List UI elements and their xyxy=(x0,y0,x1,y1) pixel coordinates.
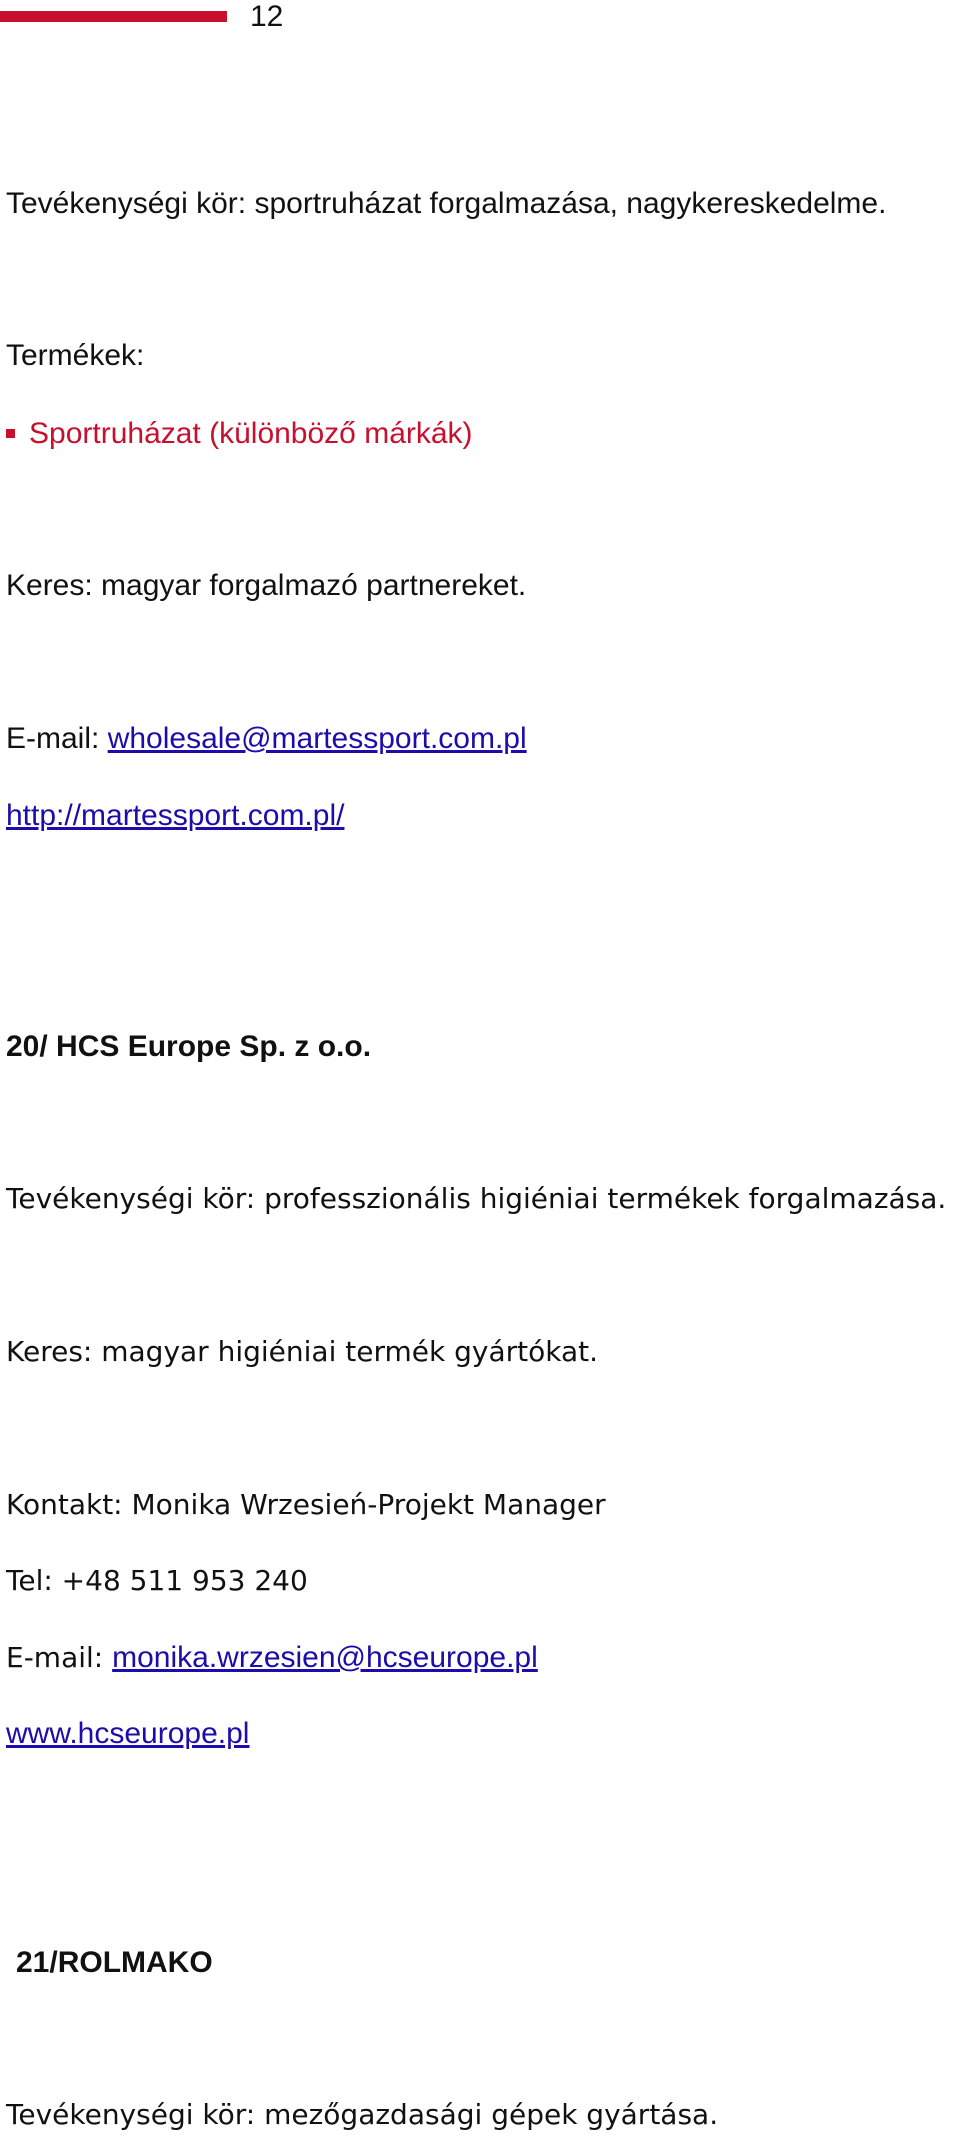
company20-email-link[interactable]: monika.wrzesien@hcseurope.pl xyxy=(112,1641,538,1674)
company20-website-line xyxy=(6,1716,249,1752)
bullet-icon xyxy=(6,429,15,438)
company20-website-link[interactable]: www.hcseurope.pl xyxy=(6,1717,250,1750)
company19-email-line xyxy=(6,721,527,757)
company19-seeking: Keres: magyar forgalmazó partnereket. xyxy=(6,569,527,602)
company19-website-link[interactable]: http://martessport.com.pl/ xyxy=(6,799,345,832)
email-label: E-mail: xyxy=(6,722,108,755)
company19-website-line xyxy=(6,798,344,834)
company19-activity: Tevékenységi kör: sportruházat forgalmazása, nagykereskedelme. xyxy=(6,187,887,220)
company20-email-line xyxy=(6,1640,538,1676)
page-number: 12 xyxy=(250,0,284,33)
company19-email-link[interactable]: wholesale@martessport.com.pl xyxy=(107,722,527,755)
company21-activity: Tevékenységi kör: mezőgazdasági gépek gyártása. xyxy=(6,2098,719,2131)
company20-heading: 20/ HCS Europe Sp. z o.o. xyxy=(6,1030,372,1063)
company21-heading: 21/ROLMAKO xyxy=(16,1946,213,1979)
header-red-bar xyxy=(0,11,227,22)
company20-activity: Tevékenységi kör: professzionális higiéniai termékek forgalmazása. xyxy=(6,1182,947,1215)
company19-products-label: Termékek: xyxy=(6,339,145,372)
product-label: Sportruházat (különböző márkák) xyxy=(29,417,473,450)
company20-tel: Tel: +48 511 953 240 xyxy=(6,1564,308,1597)
company20-seeking: Keres: magyar higiéniai termék gyártókat. xyxy=(6,1335,598,1368)
company19-product-item xyxy=(6,416,473,452)
company20-contact: Kontakt: Monika Wrzesień-Projekt Manager xyxy=(6,1488,606,1521)
email-label: E-mail: xyxy=(6,1641,113,1674)
